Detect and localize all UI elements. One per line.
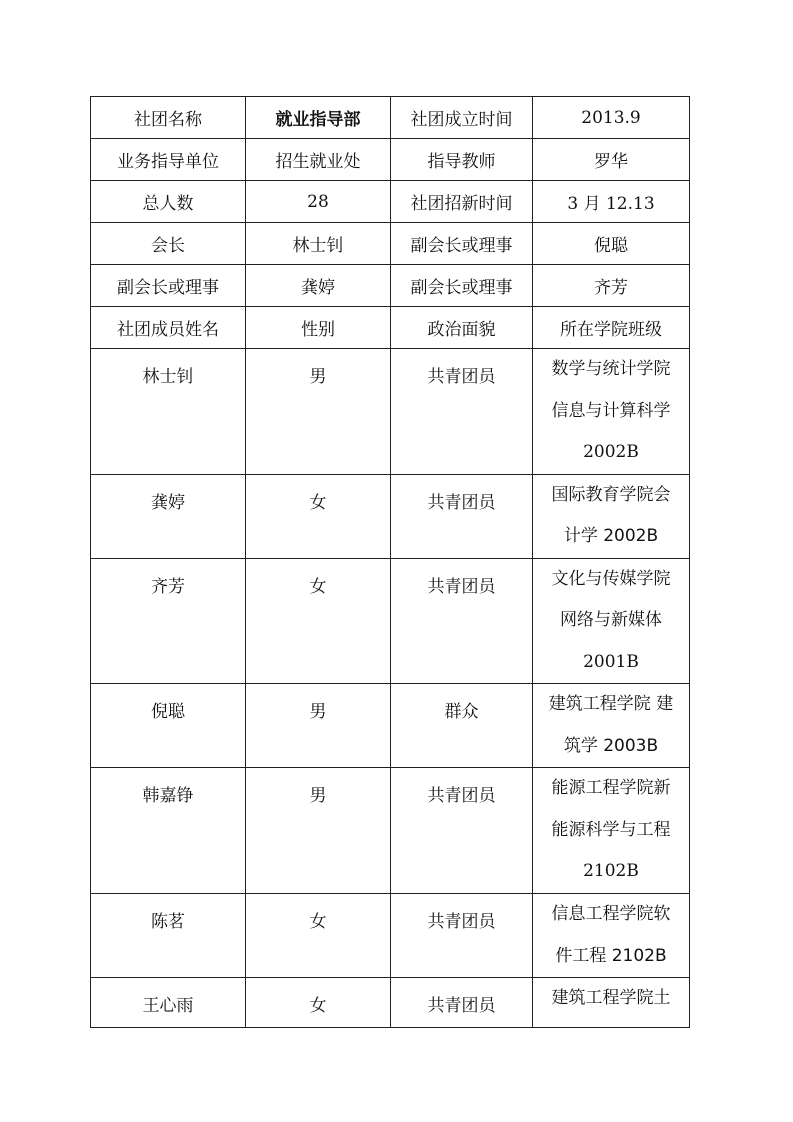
member-gender: 女 xyxy=(246,474,391,558)
header-member-name: 社团成员姓名 xyxy=(91,307,246,349)
member-class-line: 能源工程学院新 xyxy=(551,778,671,798)
vp2-value: 龚婷 xyxy=(246,265,391,307)
member-class-line: 2001B xyxy=(583,651,639,672)
member-class xyxy=(533,474,690,558)
founded-value: 2013.9 xyxy=(533,97,690,139)
vp3-value: 齐芳 xyxy=(533,265,690,307)
table-row xyxy=(91,978,690,1028)
member-class-line: 建筑工程学院 建 xyxy=(548,694,674,714)
member-class xyxy=(533,768,690,894)
advisor-label: 指导教师 xyxy=(391,139,533,181)
header-class: 所在学院班级 xyxy=(533,307,690,349)
member-gender: 女 xyxy=(246,558,391,684)
member-name: 陈茗 xyxy=(91,894,246,978)
member-class-line: 2102B xyxy=(583,861,639,881)
header-gender: 性别 xyxy=(246,307,391,349)
member-class xyxy=(533,558,690,684)
table-row xyxy=(91,558,690,684)
table-row xyxy=(91,894,690,978)
member-political: 共青团员 xyxy=(391,474,533,558)
member-name: 倪聪 xyxy=(91,684,246,768)
member-class xyxy=(533,684,690,768)
member-class-line: 信息与计算科学 xyxy=(551,400,671,421)
total-label: 总人数 xyxy=(91,181,246,223)
row-president xyxy=(91,223,690,265)
club-name-label: 社团名称 xyxy=(91,97,246,139)
vp3-label: 副会长或理事 xyxy=(391,265,533,307)
member-class-line: 件工程 2102B xyxy=(555,945,667,966)
member-name: 龚婷 xyxy=(91,474,246,558)
founded-label: 社团成立时间 xyxy=(391,97,533,139)
club-info-table xyxy=(90,96,690,1028)
member-name: 王心雨 xyxy=(91,978,246,1028)
president-label: 会长 xyxy=(91,223,246,265)
member-political: 共青团员 xyxy=(391,768,533,894)
recruit-value: 3 月 12.13 xyxy=(533,181,690,223)
row-vice xyxy=(91,265,690,307)
vp2-label: 副会长或理事 xyxy=(91,265,246,307)
vp1-label: 副会长或理事 xyxy=(391,223,533,265)
member-gender: 女 xyxy=(246,978,391,1028)
member-name: 韩嘉铮 xyxy=(91,768,246,894)
member-political: 共青团员 xyxy=(391,894,533,978)
member-class-line: 计学 2002B xyxy=(563,526,659,546)
row-total xyxy=(91,181,690,223)
member-class-line: 数学与统计学院 xyxy=(551,359,671,379)
table-row xyxy=(91,349,690,475)
member-header-row xyxy=(91,307,690,349)
member-name: 齐芳 xyxy=(91,558,246,684)
member-class-line: 信息工程学院软 xyxy=(551,904,671,924)
total-value: 28 xyxy=(246,181,391,223)
member-class-line: 网络与新媒体 xyxy=(560,610,662,630)
member-class-line: 建筑工程学院土 xyxy=(551,988,671,1008)
member-gender: 男 xyxy=(246,684,391,768)
header-political: 政治面貌 xyxy=(391,307,533,349)
vp1-value: 倪聪 xyxy=(533,223,690,265)
table-row xyxy=(91,474,690,558)
member-class-line: 文化与传媒学院 xyxy=(551,568,671,589)
member-class-line: 2002B xyxy=(583,442,639,462)
table-row xyxy=(91,684,690,768)
club-name-value: 就业指导部 xyxy=(246,97,391,139)
member-class xyxy=(533,349,690,475)
member-political: 群众 xyxy=(391,684,533,768)
member-political: 共青团员 xyxy=(391,978,533,1028)
member-class-line: 国际教育学院会 xyxy=(551,484,671,505)
member-name: 林士钊 xyxy=(91,349,246,475)
member-gender: 女 xyxy=(246,894,391,978)
member-class-line: 筑学 2003B xyxy=(563,735,659,756)
member-class-line: 能源科学与工程 xyxy=(551,819,671,840)
president-value: 林士钊 xyxy=(246,223,391,265)
member-gender: 男 xyxy=(246,349,391,475)
unit-value: 招生就业处 xyxy=(246,139,391,181)
member-political: 共青团员 xyxy=(391,349,533,475)
advisor-value: 罗华 xyxy=(533,139,690,181)
row-unit xyxy=(91,139,690,181)
member-gender: 男 xyxy=(246,768,391,894)
member-political: 共青团员 xyxy=(391,558,533,684)
member-class xyxy=(533,978,690,1028)
unit-label: 业务指导单位 xyxy=(91,139,246,181)
recruit-label: 社团招新时间 xyxy=(391,181,533,223)
member-class xyxy=(533,894,690,978)
row-club-name xyxy=(91,97,690,139)
table-row xyxy=(91,768,690,894)
